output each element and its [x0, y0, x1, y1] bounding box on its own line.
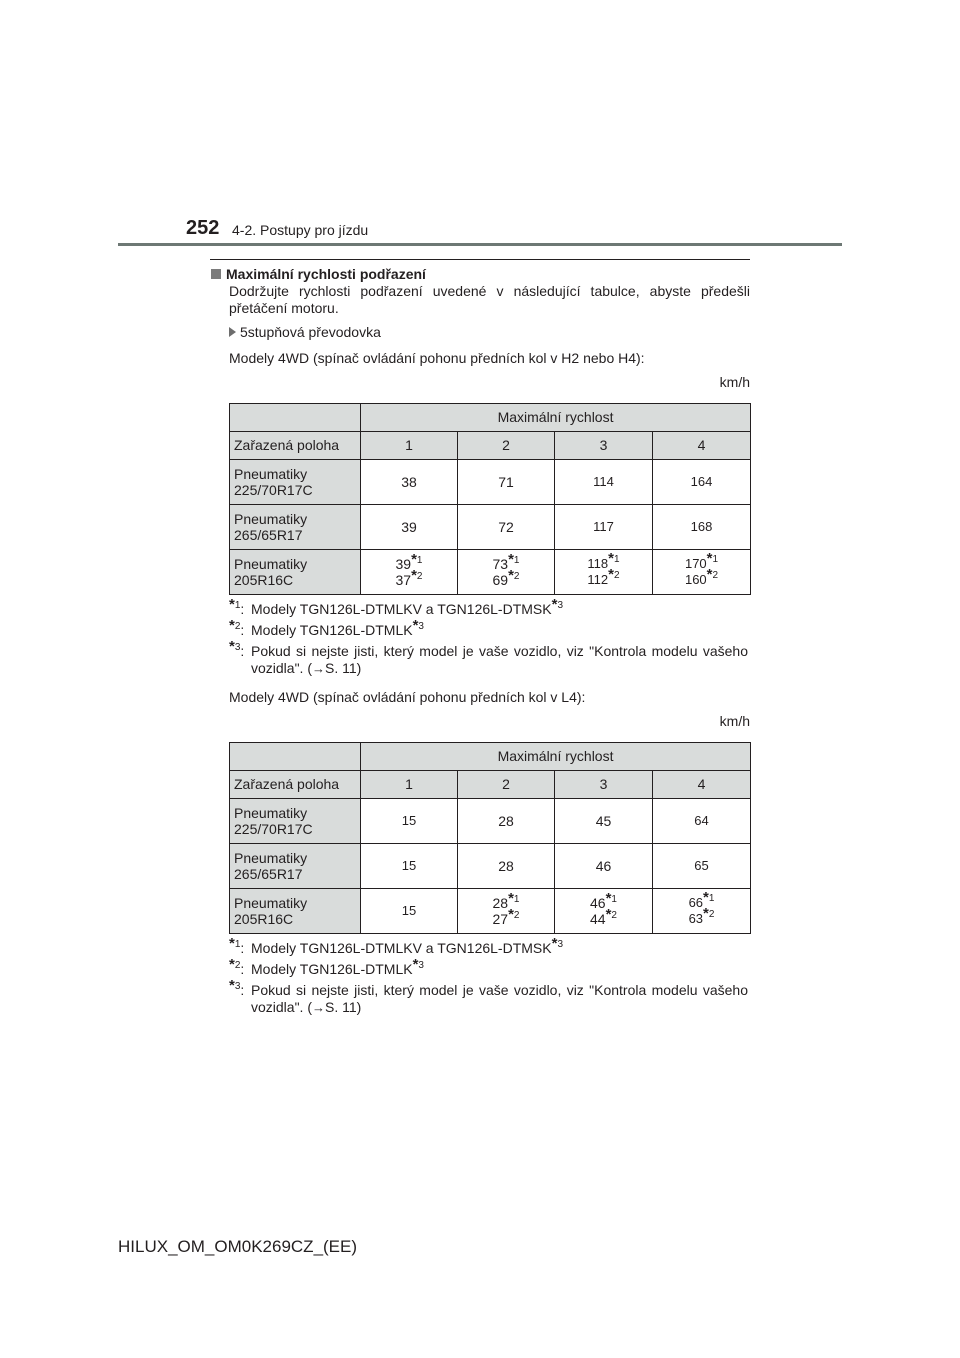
speed-cell: 170*$^1$ 160*$^2$	[653, 550, 751, 595]
speed-cell: 15	[361, 799, 458, 844]
table-corner	[230, 404, 361, 432]
square-bullet-icon	[211, 269, 221, 279]
speed-cell: 46	[555, 844, 653, 889]
speed-cell: 117	[555, 505, 653, 550]
subheading-text: Maximální rychlosti podřazení	[226, 266, 426, 282]
speed-cell: 73*$^1$ 69*$^2$	[458, 550, 555, 595]
table-corner	[230, 743, 361, 771]
footnotes-2	[210, 935, 750, 1016]
intro-paragraph: Dodržujte rychlosti podřazení uvedené v následující tabulce, abyste předešli přetáčení motoru.	[229, 283, 750, 316]
speed-cell: 164	[653, 460, 751, 505]
speed-cell: 15	[361, 844, 458, 889]
table-row	[230, 460, 751, 505]
table-header: Maximální rychlost	[361, 743, 751, 771]
document-code: HILUX_OM_OM0K269CZ_(EE)	[118, 1237, 358, 1256]
tire-label: Pneumatiky 265/65R17	[230, 505, 361, 550]
models-line-1: Modely 4WD (spínač ovládání pohonu předních kol v H2 nebo H4):	[229, 350, 645, 366]
speed-cell: 168	[653, 505, 751, 550]
footnote: *$^1$: Modely TGN126L-DTMLKV a TGN126L-DTMSK*$^3$	[229, 596, 563, 617]
table-header: Maximální rychlost	[361, 404, 751, 432]
footnote: *$^1$: Modely TGN126L-DTMLKV a TGN126L-DTMSK*$^3$	[229, 935, 563, 956]
tire-label: Pneumatiky 205R16C	[230, 550, 361, 595]
gear-cell: 4	[653, 771, 751, 799]
gear-label: Zařazená poloha	[230, 432, 361, 460]
speed-cell: 71	[458, 460, 555, 505]
speed-cell: 28	[458, 799, 555, 844]
speed-cell: 114	[555, 460, 653, 505]
speed-table-2	[229, 742, 751, 934]
table-row	[230, 889, 751, 934]
table-row	[230, 799, 751, 844]
arrow-right-icon: →	[312, 661, 325, 676]
page-number: 252	[186, 217, 220, 239]
unit-label-1: km/h	[719, 374, 750, 390]
arrow-right-icon: →	[312, 1000, 325, 1015]
speed-cell: 28	[458, 844, 555, 889]
table-row	[230, 550, 751, 595]
models-line-2: Modely 4WD (spínač ovládání pohonu předních kol v L4):	[229, 689, 586, 705]
footnote: *$^2$: Modely TGN126L-DTMLK*$^3$	[229, 956, 424, 977]
speed-cell: 118*$^1$ 112*$^2$	[555, 550, 653, 595]
tire-label: Pneumatiky 225/70R17C	[230, 460, 361, 505]
content	[210, 266, 750, 1016]
tire-label: Pneumatiky 225/70R17C	[230, 799, 361, 844]
gear-cell: 3	[555, 432, 653, 460]
gear-cell: 2	[458, 432, 555, 460]
gear-cell: 1	[361, 771, 458, 799]
speed-cell: 72	[458, 505, 555, 550]
speed-cell: 15	[361, 889, 458, 934]
speed-cell: 66*$^1$ 63*$^2$	[653, 889, 751, 934]
bullet-text: 5stupňová převodovka	[240, 324, 381, 340]
footnotes-1	[210, 596, 750, 677]
gear-cell: 2	[458, 771, 555, 799]
speed-cell: 46*$^1$ 44*$^2$	[555, 889, 653, 934]
content-divider	[210, 259, 750, 260]
speed-cell: 45	[555, 799, 653, 844]
triangle-bullet-icon	[229, 327, 236, 337]
gear-cell: 4	[653, 432, 751, 460]
speed-cell: 39*$^1$ 37*$^2$	[361, 550, 458, 595]
speed-cell: 28*$^1$ 27*$^2$	[458, 889, 555, 934]
bullet-item	[210, 324, 750, 341]
table-row	[230, 505, 751, 550]
speed-cell: 64	[653, 799, 751, 844]
section-title: 4-2. Postupy pro jízdu	[232, 222, 369, 238]
unit-label-2: km/h	[719, 713, 750, 729]
header-divider	[118, 243, 842, 246]
tire-label: Pneumatiky 265/65R17	[230, 844, 361, 889]
tire-label: Pneumatiky 205R16C	[230, 889, 361, 934]
speed-cell: 38	[361, 460, 458, 505]
gear-label: Zařazená poloha	[230, 771, 361, 799]
speed-table-1	[229, 403, 751, 595]
footnote: *$^3$: Pokud si nejste jisti, který model je vaše vozidlo, viz "Kontrola modelu vašeho vozidla". (→S. 11)	[229, 638, 748, 676]
gear-cell: 3	[555, 771, 653, 799]
subheading	[210, 266, 750, 283]
gear-cell: 1	[361, 432, 458, 460]
table-row	[230, 844, 751, 889]
footnote: *$^3$: Pokud si nejste jisti, který model je vaše vozidlo, viz "Kontrola modelu vašeho vozidla". (→S. 11)	[229, 977, 748, 1015]
speed-cell: 65	[653, 844, 751, 889]
footnote: *$^2$: Modely TGN126L-DTMLK*$^3$	[229, 617, 424, 638]
speed-cell: 39	[361, 505, 458, 550]
